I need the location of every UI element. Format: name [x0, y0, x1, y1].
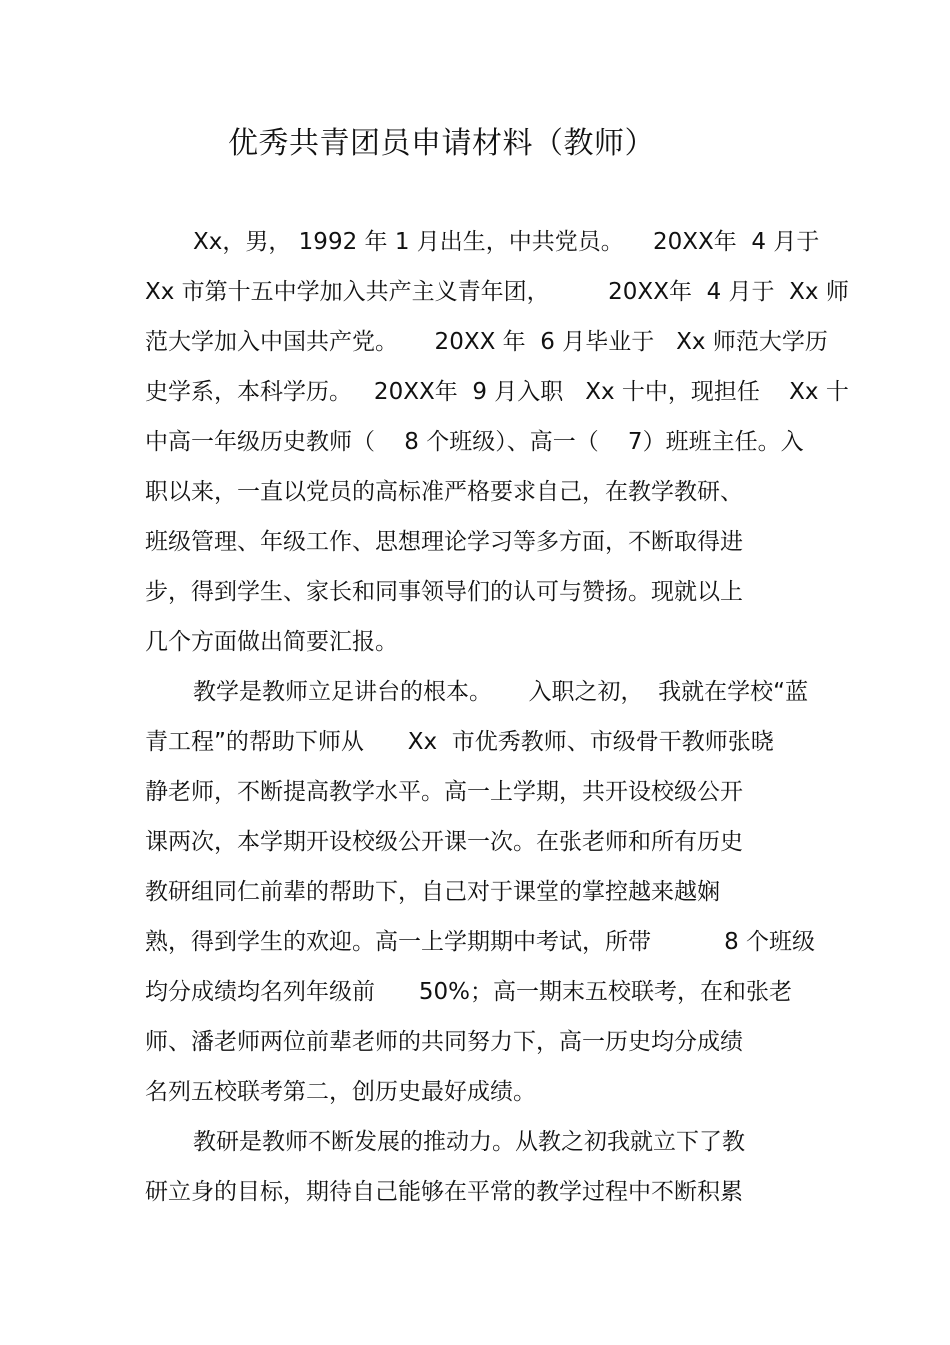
paragraph-3-line-1: 教研是教师不断发展的推动力。从教之初我就立下了教 — [193, 1129, 745, 1155]
paragraph-1-line-9: 几个方面做出简要汇报。 — [145, 629, 398, 655]
paragraph-2-line-3: 静老师，不断提高教学水平。高一上学期，共开设校级公开 — [145, 779, 743, 805]
paragraph-2-line-2: 青工程”的帮助下师从 Xx 市优秀教师、市级骨干教师张晓 — [145, 729, 774, 755]
paragraph-2-line-1: 教学是教师立足讲台的根本。 入职之初， 我就在学校“蓝 — [193, 679, 809, 705]
paragraph-1-line-7: 班级管理、年级工作、思想理论学习等多方面，不断取得进 — [145, 529, 743, 555]
paragraph-1-line-5: 中高一年级历史教师（ 8 个班级）、高一（ 7）班班主任。入 — [145, 429, 804, 455]
document-title: 优秀共青团员申请材料（教师） — [228, 126, 655, 161]
paragraph-1-line-1: Xx，男， 1992 年 1 月出生，中共党员。 20XX年 4 月于 — [193, 229, 820, 255]
paragraph-2-line-5: 教研组同仁前辈的帮助下，自己对于课堂的掌控越来越娴 — [145, 879, 720, 905]
paragraph-2-line-7: 均分成绩均名列年级前 50%；高一期末五校联考，在和张老 — [145, 979, 792, 1005]
paragraph-2-line-4: 课两次，本学期开设校级公开课一次。在张老师和所有历史 — [145, 829, 743, 855]
paragraph-1-line-2: Xx 市第十五中学加入共产主义青年团， 20XX年 4 月于 Xx 师 — [145, 279, 849, 305]
paragraph-2-line-6: 熟，得到学生的欢迎。高一上学期期中考试，所带 8 个班级 — [145, 929, 816, 955]
paragraph-1-line-4: 史学系，本科学历。 20XX年 9 月入职 Xx 十中，现担任 Xx 十 — [145, 379, 849, 405]
paragraph-1-line-6: 职以来，一直以党员的高标准严格要求自己，在教学教研、 — [145, 479, 743, 505]
paragraph-2-line-9: 名列五校联考第二，创历史最好成绩。 — [145, 1079, 536, 1105]
paragraph-1-line-3: 范大学加入中国共产党。 20XX 年 6 月毕业于 Xx 师范大学历 — [145, 329, 828, 355]
paragraph-3-line-2: 研立身的目标，期待自己能够在平常的教学过程中不断积累 — [145, 1179, 743, 1205]
paragraph-2-line-8: 师、潘老师两位前辈老师的共同努力下，高一历史均分成绩 — [145, 1029, 743, 1055]
paragraph-1-line-8: 步，得到学生、家长和同事领导们的认可与赞扬。现就以上 — [145, 579, 743, 605]
